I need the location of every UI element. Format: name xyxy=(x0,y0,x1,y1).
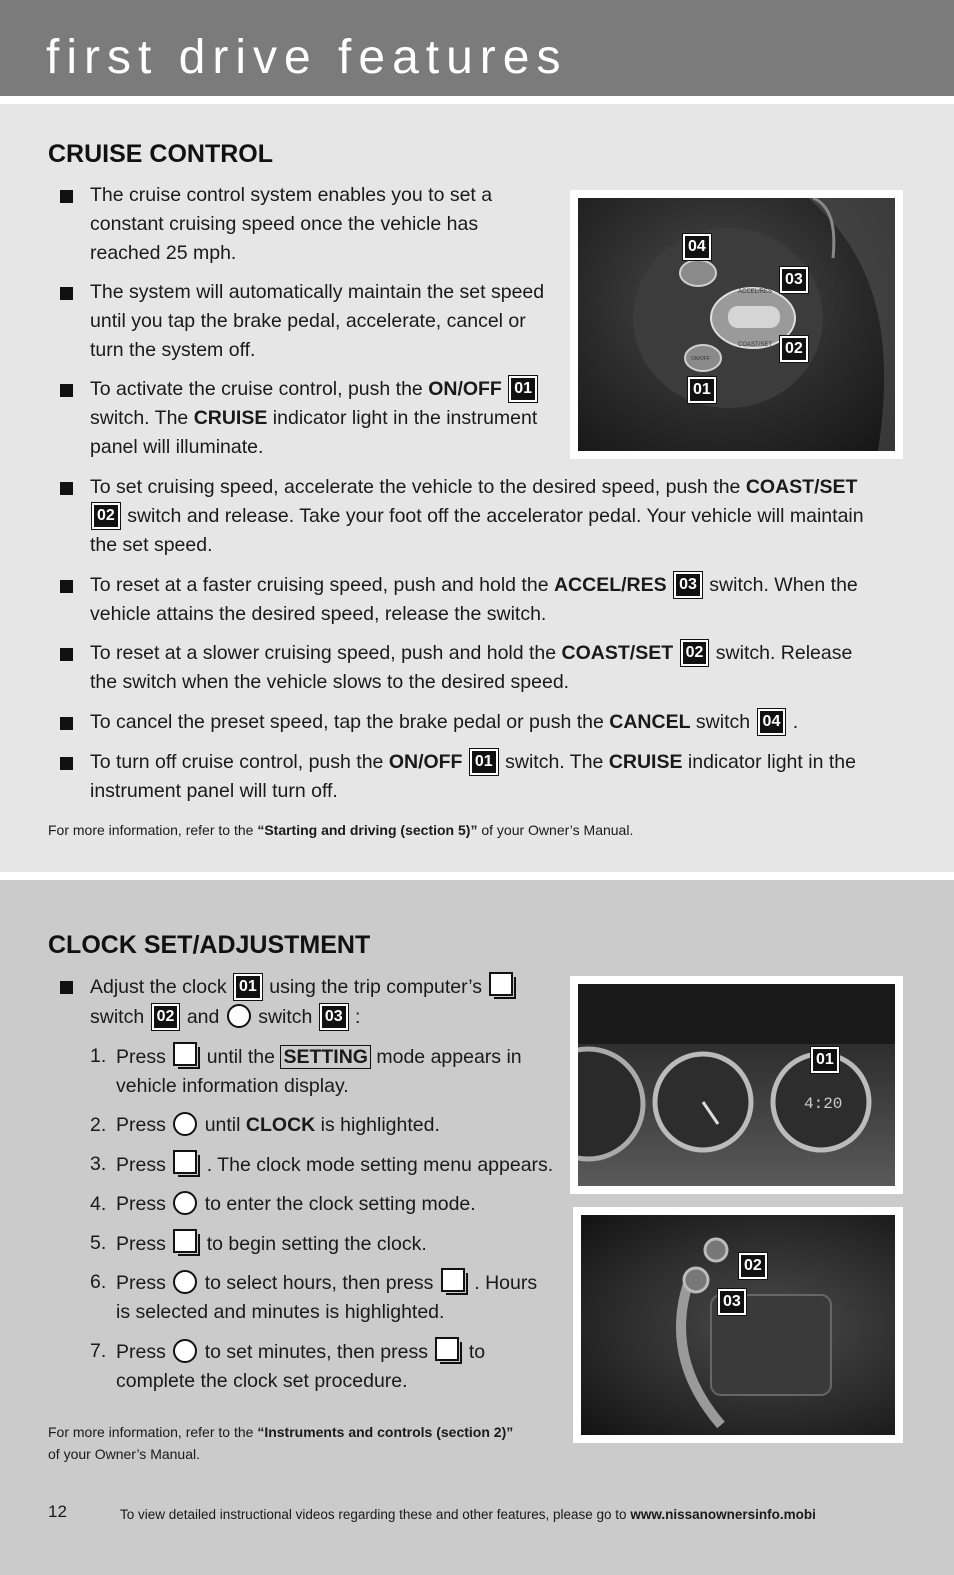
bullet-text: The system will automatically maintain the set speed until you tap the brake pedal, accelerate, cancel or turn the system off. xyxy=(90,281,545,361)
callout-01: 01 xyxy=(509,376,537,402)
clock-reference-note: For more information, refer to the “Instruments and controls (section 2)” of your Owner’s Manual. xyxy=(48,1424,514,1462)
round-switch-icon xyxy=(173,1339,197,1363)
bullet-text: To reset at a faster cruising speed, push and hold the ACCEL/RES 03 switch. When the vehicle attains the desired speed, release the switch. xyxy=(90,574,858,625)
step-number: 2. xyxy=(90,1114,107,1136)
callout-04: 04 xyxy=(758,709,786,735)
trip-computer-photo-frame xyxy=(573,1207,903,1443)
round-switch-icon xyxy=(173,1191,197,1215)
svg-text:ACCEL/RES: ACCEL/RES xyxy=(738,289,773,295)
callout-02: 02 xyxy=(681,640,709,666)
step-number: 1. xyxy=(90,1045,107,1067)
callout-02: 02 xyxy=(92,503,120,529)
svg-text:COAST/SET: COAST/SET xyxy=(738,342,773,348)
divider xyxy=(0,872,954,880)
divider xyxy=(0,96,954,104)
svg-text:ON/OFF: ON/OFF xyxy=(691,356,710,362)
bullet-icon xyxy=(60,757,73,770)
bullet-icon xyxy=(60,287,73,300)
callout-03: 03 xyxy=(674,572,702,598)
step-text: Press . The clock mode setting menu appears. xyxy=(116,1150,556,1180)
photo-callout-01: 01 xyxy=(811,1047,839,1073)
footer-note: To view detailed instructional videos regarding these and other features, please go to www.nissanownersinfo.mobi xyxy=(120,1507,816,1522)
step-text: Press to set minutes, then press to complete the clock set procedure. xyxy=(116,1337,556,1396)
round-switch-icon xyxy=(173,1112,197,1136)
round-switch-icon xyxy=(173,1270,197,1294)
steering-wheel-photo xyxy=(578,198,895,451)
step-number: 4. xyxy=(90,1193,107,1215)
round-switch-icon xyxy=(227,1004,251,1028)
bullet-text: To reset at a slower cruising speed, push and hold the COAST/SET 02 switch. Release the switch when the vehicle slows to the desired speed. xyxy=(90,642,853,693)
photo-callout-02: 02 xyxy=(780,336,808,362)
trip-computer-photo xyxy=(581,1215,895,1435)
page-header xyxy=(0,0,954,96)
photo-callout-02: 02 xyxy=(739,1253,767,1279)
cruise-control-heading: CRUISE CONTROL xyxy=(48,140,273,168)
step-number: 3. xyxy=(90,1153,107,1175)
photo-callout-01: 01 xyxy=(688,377,716,403)
step-text: Press to enter the clock setting mode. xyxy=(116,1193,476,1215)
bullet-text: To cancel the preset speed, tap the brake pedal or push the CANCEL switch 04 . xyxy=(90,711,799,733)
step-text: Press to begin setting the clock. xyxy=(116,1229,556,1259)
cruise-reference-note: For more information, refer to the “Starting and driving (section 5)” of your Owner’s Manual. xyxy=(48,822,634,838)
square-switch-icon xyxy=(489,972,515,998)
step-text: Press to select hours, then press . Hours is selected and minutes is highlighted. xyxy=(116,1268,556,1327)
square-switch-icon xyxy=(173,1042,199,1068)
callout-03: 03 xyxy=(320,1004,348,1030)
bullet-icon xyxy=(60,648,73,661)
step-number: 7. xyxy=(90,1340,107,1362)
photo-callout-04: 04 xyxy=(683,234,711,260)
square-switch-icon xyxy=(441,1268,467,1294)
step-number: 6. xyxy=(90,1271,107,1293)
footer-link[interactable]: www.nissanownersinfo.mobi xyxy=(630,1507,816,1522)
bullet-icon xyxy=(60,981,73,994)
bullet-icon xyxy=(60,190,73,203)
clock-heading: CLOCK SET/ADJUSTMENT xyxy=(48,931,371,959)
setting-label: SETTING xyxy=(280,1045,371,1069)
photo-callout-03: 03 xyxy=(780,267,808,293)
page-number: 12 xyxy=(48,1502,67,1521)
bullet-text: Adjust the clock 01 using the trip computer’s switch 02 and switch 03 : xyxy=(90,972,560,1032)
bullet-icon xyxy=(60,580,73,593)
square-switch-icon xyxy=(435,1337,461,1363)
bullet-icon xyxy=(60,482,73,495)
bullet-icon xyxy=(60,717,73,730)
callout-01: 01 xyxy=(470,749,498,775)
step-number: 5. xyxy=(90,1232,107,1254)
photo-callout-03: 03 xyxy=(718,1289,746,1315)
step-text: Press until the SETTING mode appears in vehicle information display. xyxy=(116,1042,556,1101)
page-title: first drive features xyxy=(46,31,568,84)
square-switch-icon xyxy=(173,1150,199,1176)
trip-computer-illustration xyxy=(581,1215,895,1435)
step-text: Press until CLOCK is highlighted. xyxy=(116,1114,440,1136)
svg-text:4:20: 4:20 xyxy=(804,1095,843,1113)
gauge-cluster-photo xyxy=(578,984,895,1186)
callout-01: 01 xyxy=(234,974,262,1000)
square-switch-icon xyxy=(173,1229,199,1255)
bullet-text: To set cruising speed, accelerate the vehicle to the desired speed, push the COAST/SET 02 switch and release. Take your foot off the accelerator pedal. Your vehicle will maintain the set speed. xyxy=(90,476,864,556)
gauge-illustration xyxy=(578,984,895,1186)
steering-wheel-illustration xyxy=(578,198,895,451)
callout-02: 02 xyxy=(152,1004,180,1030)
bullet-text: To turn off cruise control, push the ON/OFF 01 switch. The CRUISE indicator light in the instrument panel will turn off. xyxy=(90,751,856,802)
bullet-text: To activate the cruise control, push the ON/OFF 01 switch. The CRUISE indicator light in the instrument panel will illuminate. xyxy=(90,378,538,458)
bullet-icon xyxy=(60,384,73,397)
bullet-text: The cruise control system enables you to set a constant cruising speed once the vehicle has reached 25 mph. xyxy=(90,184,493,264)
cruise-control-photo-frame xyxy=(570,190,903,459)
gauge-photo-frame xyxy=(570,976,903,1194)
